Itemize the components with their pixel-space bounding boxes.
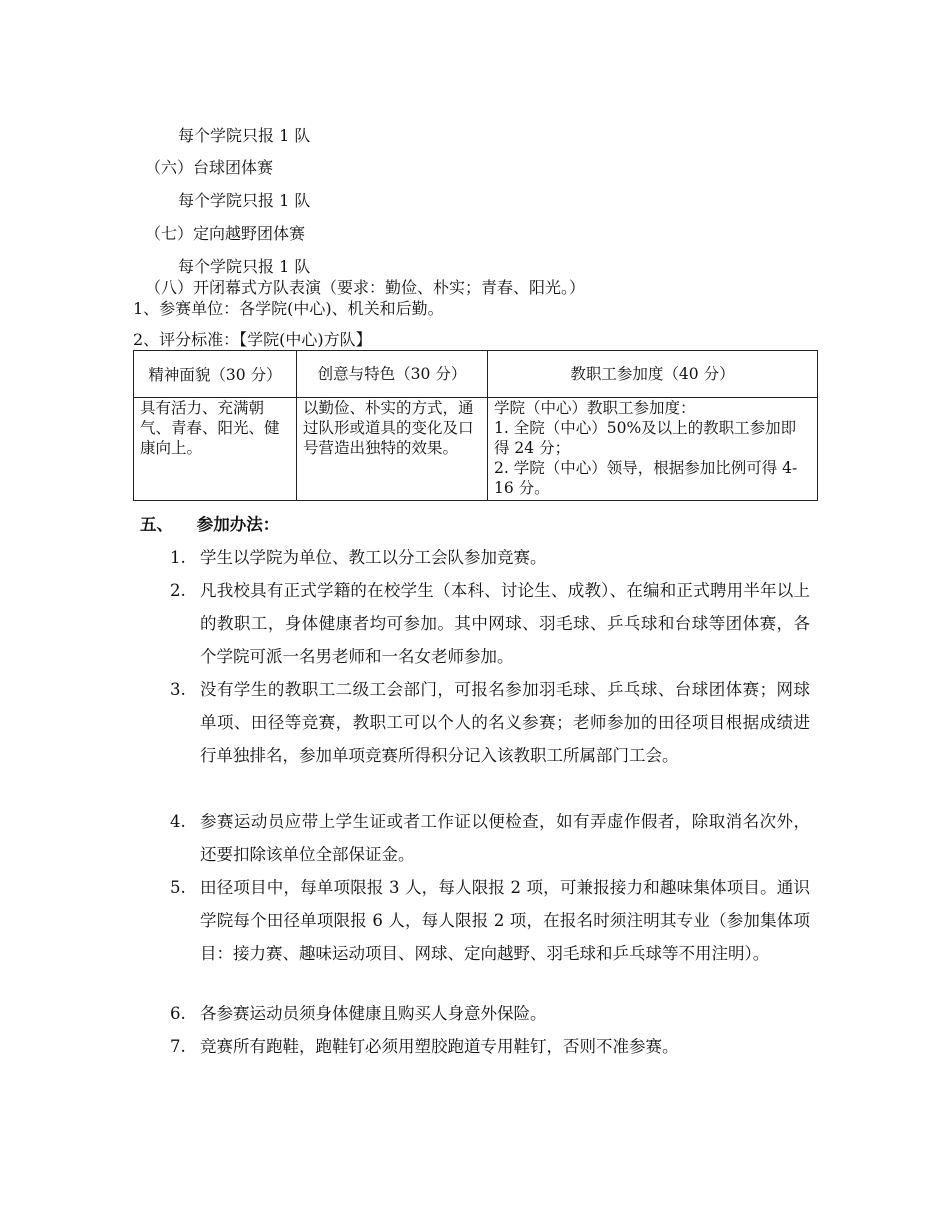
cell-creativity: 以勤俭、朴实的方式，通过队形或道具的变化及口号营造出独特的效果。 [297, 398, 488, 501]
cell-spirit: 具有活力、充满朝气、青春、阳光、健康向上。 [134, 398, 297, 501]
list-item [170, 871, 810, 970]
item-number: 6. [170, 1004, 186, 1023]
list-item [170, 997, 810, 1030]
heading-ceremony: （八）开闭幕式方队表演（要求：勤俭、朴实；青春、阳光。） [145, 278, 586, 297]
item-number: 7. [170, 1037, 186, 1056]
scoring-table-row [134, 398, 818, 501]
cell-participation [488, 398, 818, 501]
item-number: 1. [170, 548, 186, 567]
heading-orienteering: （七）定向越野团体赛 [145, 224, 306, 243]
participation-rule-2: 2. 学院（中心）领导，根据参加比例可得 4-16 分。 [494, 459, 798, 497]
scoring-table-header-row [134, 351, 818, 398]
header-creativity: 创意与特色（30 分） [297, 351, 488, 398]
list-item [170, 673, 810, 772]
item-text: 学生以学院为单位、教工以分工会队参加竞赛。 [200, 548, 547, 567]
section-number: 五、 [140, 515, 173, 534]
heading-billiards: （六）台球团体赛 [145, 158, 274, 177]
item-text: 凡我校具有正式学籍的在校学生（本科、讨论生、成教）、在编和正式聘用半年以上的教职工，身体健康者均可参加。其中网球、羽毛球、乒乓球和台球等团体赛，各个学院可派一名男老师和一名女老师参加。 [200, 581, 810, 666]
section-heading [140, 515, 279, 535]
scoring-table [133, 350, 818, 501]
item-text: 竞赛所有跑鞋，跑鞋钉必须用塑胶跑道专用鞋钉，否则不准参赛。 [200, 1037, 679, 1056]
item-number: 4. [170, 812, 186, 831]
item-number: 3. [170, 680, 186, 699]
item-number: 5. [170, 878, 186, 897]
item-text: 没有学生的教职工二级工会部门，可报名参加羽毛球、乒乓球、台球团体赛；网球单项、田径等竞赛，教职工可以个人的名义参赛；老师参加的田径项目根据成绩进行单独排名，参加单项竞赛所得积分记入该教职工所属部门工会。 [200, 680, 810, 765]
header-spirit: 精神面貌（30 分） [134, 351, 297, 398]
list-item [170, 541, 810, 574]
list-item [170, 805, 810, 871]
section-title: 参加办法： [196, 515, 280, 534]
header-participation: 教职工参加度（40 分） [488, 351, 818, 398]
item-number: 2. [170, 581, 186, 600]
line-team-limit-1: 每个学院只报 1 队 [178, 126, 311, 145]
line-team-limit-2: 每个学院只报 1 队 [178, 191, 311, 210]
item-text: 田径项目中，每单项限报 3 人，每人限报 2 项，可兼报接力和趣味集体项目。通识学院每个田径单项限报 6 人，每人限报 2 项，在报名时须注明其专业（参加集体项目：接力赛、趣味运动项目、网球、定向越野、羽毛球和乒乓球等不用注明）。 [200, 878, 810, 963]
line-scoring: 2、评分标准：【学院(中心)方队】 [133, 330, 372, 349]
list-item [170, 574, 810, 673]
list-item [170, 1030, 810, 1063]
item-text: 参赛运动员应带上学生证或者工作证以便检查，如有弄虚作假者，除取消名次外，还要扣除该单位全部保证金。 [200, 812, 810, 864]
participation-rule-1: 1. 全院（中心）50%及以上的教职工参加即得 24 分； [494, 419, 797, 457]
line-team-limit-3: 每个学院只报 1 队 [178, 257, 311, 276]
line-participants: 1、参赛单位：各学院(中心)、机关和后勤。 [133, 299, 444, 318]
item-text: 各参赛运动员须身体健康且购买人身意外保险。 [200, 1004, 547, 1023]
participation-intro: 学院（中心）教职工参加度： [494, 399, 696, 417]
